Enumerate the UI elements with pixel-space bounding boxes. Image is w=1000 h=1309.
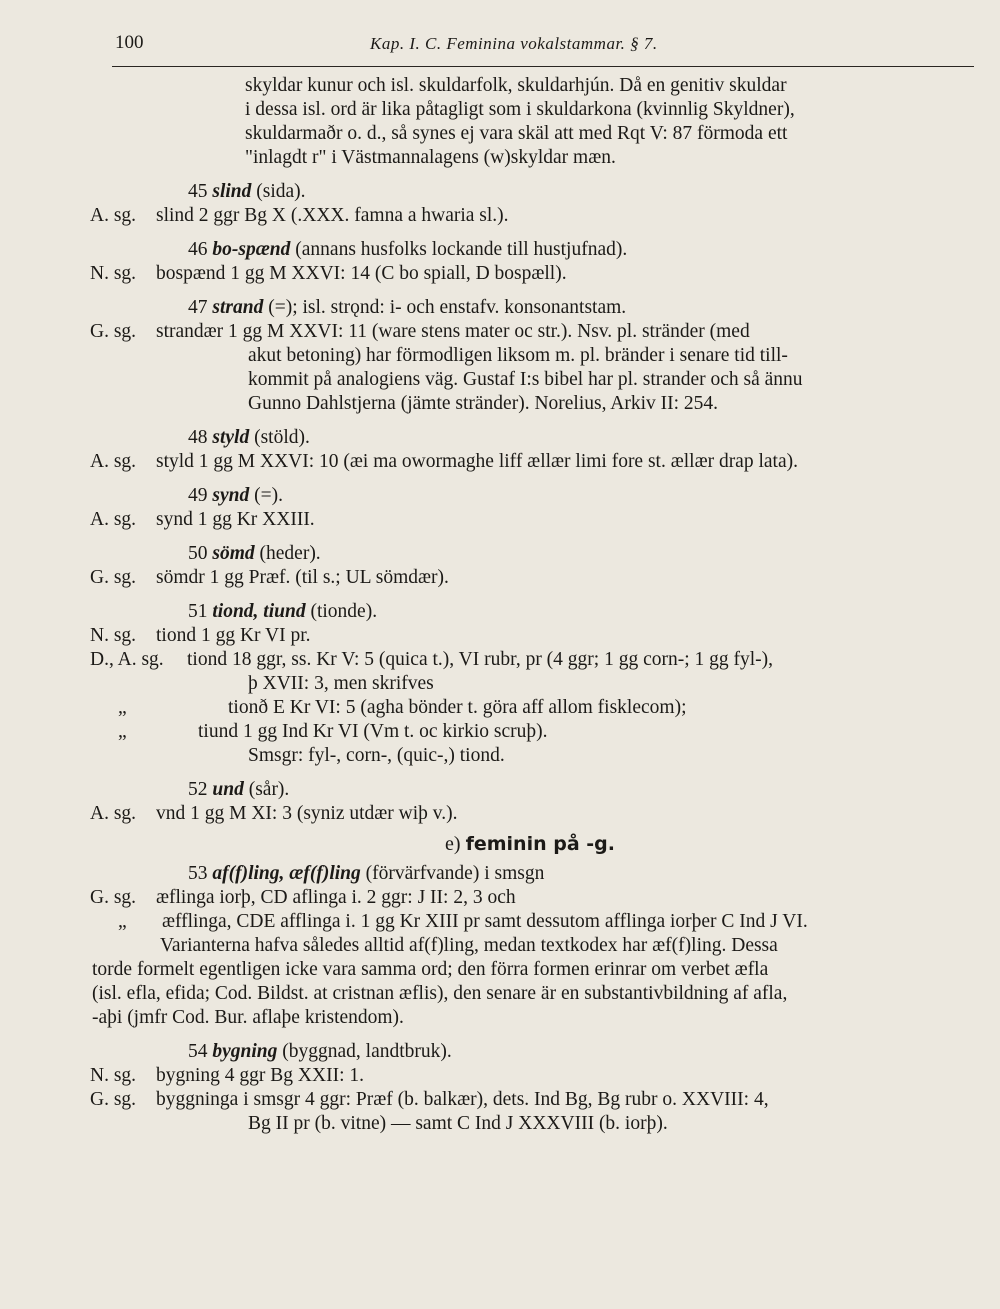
form-line [90,450,970,474]
entry-number: 54 [188,1041,208,1062]
form-text: tiond 1 gg Kr VI pr. [156,625,311,646]
form-text: æfflinga, CDE afflinga i. 1 gg Kr XIII pr samt dessutom afflinga iorþer C Ind J VI. [162,911,808,932]
form-line: þ XVII: 3, men skrifves [248,673,434,694]
case-label: G. sg. [90,887,137,908]
entry-gloss: (byggnad, landtbruk). [282,1041,452,1062]
entry-gloss: (förvärfvande) i smsgn [365,863,545,884]
entry-gloss: (sår). [248,779,290,800]
form-line: torde formelt egentligen icke vara samma ord; den förra formen erinrar om verbet æfla [92,959,769,980]
entry-heading [90,862,970,886]
form-text: vnd 1 gg M XI: 3 (syniz utdær wiþ v.). [156,803,458,824]
form-text: slind 2 ggr Bg X (.XXX. famna a hwaria sl.). [156,205,509,226]
entry-number: 45 [188,181,208,202]
form-text: synd 1 gg Kr XXIII. [156,509,315,530]
case-label: D., A. sg. [90,649,164,670]
intro-line: skuldarmaðr o. d., så synes ej vara skäl att med Rqt V: 87 förmoda ett [245,123,788,144]
entry-gloss: (heder). [259,543,321,564]
section-title: feminin på -g. [465,833,615,855]
ditto-mark: „ [118,911,127,932]
section-label: e) [445,833,461,855]
form-line: (isl. efla, efida; Cod. Bildst. at cristnan æflis), den senare är en substantivbildning af afla, [92,983,788,1004]
form-line [90,696,970,720]
form-line [90,320,970,344]
running-header [115,32,965,62]
form-text: tiond 18 ggr, ss. Kr V: 5 (quica t.), VI rubr, pr (4 ggr; 1 gg corn-; 1 gg fyl-), [187,649,774,670]
form-line [90,204,970,228]
page-body [90,74,970,1136]
form-line [90,508,970,532]
form-line: Gunno Dahlstjerna (jämte stränder). Norelius, Arkiv II: 254. [248,393,719,414]
headword: bo-spænd [212,239,291,260]
form-line [90,624,970,648]
headword: sömd [212,543,255,564]
entry-gloss: (=); isl. strǫnd: i- och enstafv. konsonantstam. [268,297,627,318]
form-text: sömdr 1 gg Præf. (til s.; UL sömdær). [156,567,449,588]
entry-heading [90,1040,970,1064]
entry-number: 52 [188,779,208,800]
form-line: Bg II pr (b. vitne) — samt C Ind J XXXVIII (b. iorþ). [248,1113,668,1134]
headword: synd [212,485,250,506]
entry-number: 51 [188,601,208,622]
entry-heading [90,778,970,802]
entry-heading [90,542,970,566]
form-text: strandær 1 gg M XXVI: 11 (ware stens mater oc str.). Nsv. pl. stränder (med [156,321,750,342]
form-line [90,566,970,590]
page-number: 100 [115,32,144,53]
entry-gloss: (tionde). [310,601,378,622]
form-line: -aþi (jmfr Cod. Bur. aflaþe kristendom). [92,1007,404,1028]
entry-heading [90,180,970,204]
headword: slind [212,181,252,202]
case-label: N. sg. [90,625,137,646]
case-label: N. sg. [90,1065,137,1086]
entry-gloss: (annans husfolks lockande till hustjufnad). [295,239,628,260]
form-text: æflinga iorþ, CD aflinga i. 2 ggr: J II: 2, 3 och [156,887,516,908]
headword: und [212,779,244,800]
entry-gloss: (sida). [256,181,306,202]
entry-gloss: (stöld). [254,427,310,448]
form-line [90,910,970,934]
case-label: G. sg. [90,1089,137,1110]
headword: af(f)ling, æf(f)ling [212,863,361,884]
entry-number: 53 [188,863,208,884]
form-line [90,802,970,826]
case-label: A. sg. [90,451,137,472]
form-line [90,720,970,744]
intro-line: skyldar kunur och isl. skuldarfolk, skuldarhjún. Då en genitiv skuldar [245,75,787,96]
entry-heading [90,238,970,262]
case-label: A. sg. [90,509,137,530]
form-line [90,886,970,910]
section-heading [90,832,970,856]
form-text: byggninga i smsgr 4 ggr: Præf (b. balkær), dets. Ind Bg, Bg rubr o. XXVIII: 4, [156,1089,769,1110]
entry-heading [90,484,970,508]
entry-number: 46 [188,239,208,260]
intro-paragraph [90,74,970,170]
form-line [90,1064,970,1088]
intro-line: "inlagdt r" i Västmannalagens (w)skyldar mæn. [245,147,616,168]
entry-heading [90,600,970,624]
entry-gloss: (=). [254,485,283,506]
form-text: styld 1 gg M XXVI: 10 (æi ma owormaghe liff ællær limi fore st. ællær drap lata). [156,451,798,472]
form-text: bospænd 1 gg M XXVI: 14 (C bo spiall, D bospæll). [156,263,567,284]
form-text: bygning 4 ggr Bg XXII: 1. [156,1065,364,1086]
case-label: G. sg. [90,321,137,342]
case-label: A. sg. [90,205,137,226]
entry-number: 48 [188,427,208,448]
intro-line: i dessa isl. ord är lika påtagligt som i skuldarkona (kvinnlig Skyldner), [245,99,795,120]
headword: styld [212,427,250,448]
entry-heading [90,296,970,320]
headword: bygning [212,1041,278,1062]
form-line: akut betoning) har förmodligen liksom m. pl. bränder i senare tid till- [248,345,788,366]
entry-number: 47 [188,297,208,318]
headword: tiond, tiund [212,601,306,622]
form-line [90,648,970,672]
entry-number: 49 [188,485,208,506]
form-text: tiund 1 gg Ind Kr VI (Vm t. oc kirkio scruþ). [198,721,548,742]
ditto-mark: „ [118,721,127,742]
headword: strand [212,297,264,318]
ditto-mark: „ [118,697,127,718]
form-text: tionð E Kr VI: 5 (agha bönder t. göra aff allom fisklecom); [228,697,687,718]
entry-number: 50 [188,543,208,564]
compounds-line: Smsgr: fyl-, corn-, (quic-,) tiond. [248,745,505,766]
form-line [90,1088,970,1112]
form-line: kommit på analogiens väg. Gustaf I:s bibel har pl. strander och så ännu [248,369,803,390]
case-label: G. sg. [90,567,137,588]
case-label: N. sg. [90,263,137,284]
entry-heading [90,426,970,450]
running-title: Kap. I. C. Feminina vokalstammar. § 7. [370,34,658,53]
header-rule [112,66,974,67]
form-line: Varianterna hafva således alltid af(f)ling, medan textkodex har æf(f)ling. Dessa [160,935,778,956]
case-label: A. sg. [90,803,137,824]
form-line [90,262,970,286]
